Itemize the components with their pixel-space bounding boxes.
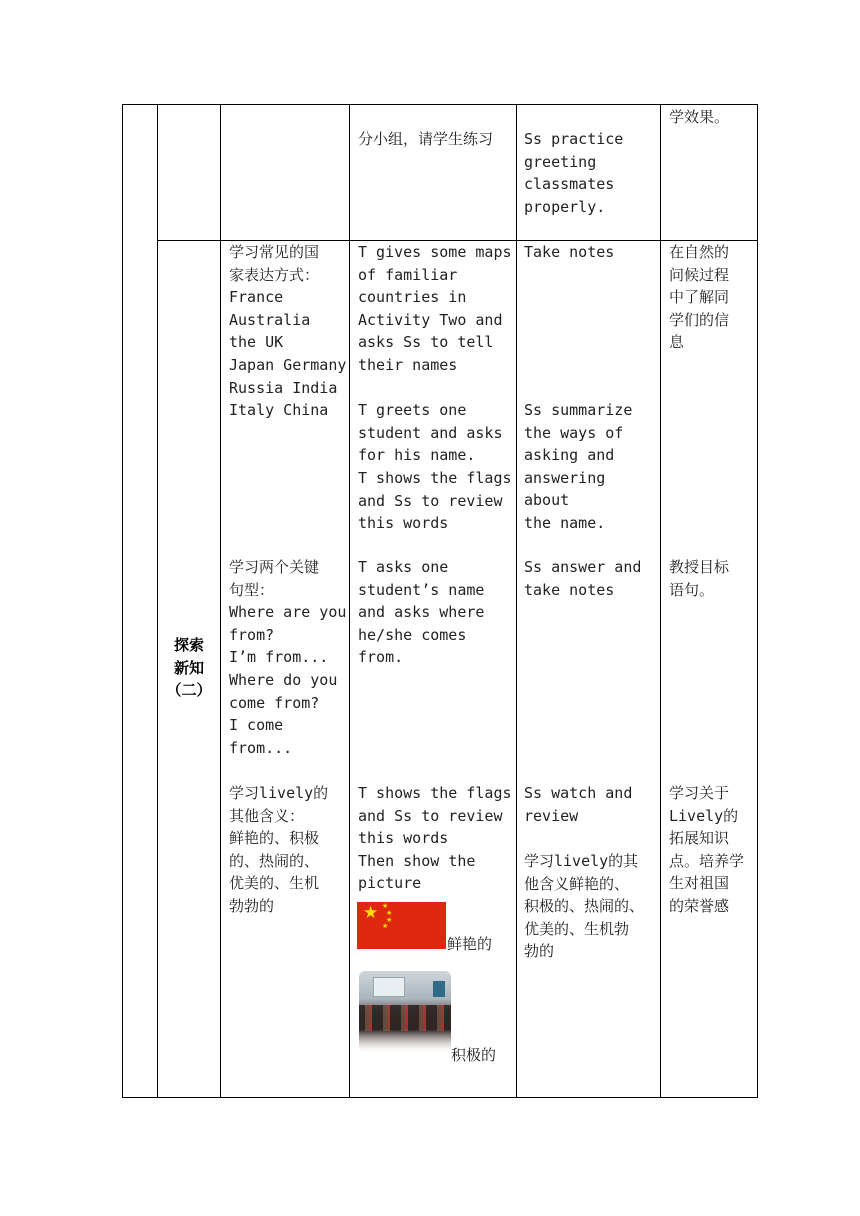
design-intent-text: 学效果。 bbox=[669, 108, 730, 126]
flag-small-star-icon: ★ bbox=[382, 922, 389, 930]
flag-caption: 鲜艳的 bbox=[447, 935, 493, 953]
table-left-border bbox=[122, 104, 123, 1098]
teacher-activity-text: T gives some maps of familiar countries in Activity Two and asks Ss to tell their names T greets one student and asks for his name. T shows the flags and Ss to review this words bbox=[358, 243, 512, 533]
student-activity-text: Ss practice greeting classmates properly. bbox=[524, 130, 624, 216]
photo-fade bbox=[359, 1029, 451, 1051]
column-divider bbox=[349, 104, 350, 1098]
stage-label: 探索 新知 （二） bbox=[166, 636, 212, 700]
content-text: 学习常见的国 家表达方式： France Australia the UK Japan Germany Russia India Italy China bbox=[229, 243, 347, 420]
flag-small-star-icon: ★ bbox=[386, 909, 393, 917]
classroom-photo bbox=[359, 971, 451, 1051]
teacher-activity-text: 分小组，请学生练习 bbox=[358, 130, 494, 148]
column-divider bbox=[660, 104, 661, 1098]
table-top-border bbox=[122, 104, 758, 105]
photo-screen bbox=[433, 981, 445, 997]
design-intent-text: 学习关于 Lively的 拓展知识 点。培养学 生对祖国 的荣誉感 bbox=[669, 784, 745, 915]
column-divider bbox=[516, 104, 517, 1098]
flag-large-star-icon: ★ bbox=[363, 903, 379, 923]
content-text: 学习两个关键 句型： Where are you from? I’m from... Where do you come from? I come from... bbox=[229, 558, 347, 757]
column-divider bbox=[157, 104, 158, 1098]
design-intent-text: 在自然的 问候过程 中了解同 学们的信 息 bbox=[669, 243, 730, 352]
teacher-activity-text: T asks one student’s name and asks where he/she comes from. bbox=[358, 558, 485, 667]
photo-whiteboard bbox=[373, 977, 405, 997]
flag-small-star-icon: ★ bbox=[386, 916, 393, 924]
china-flag-image bbox=[357, 902, 446, 949]
content-text: 学习lively的 其他含义： 鲜艳的、积极 的、热闹的、 优美的、生机 勃勃的 bbox=[229, 784, 329, 915]
student-activity-text: Take notes bbox=[524, 243, 615, 261]
student-activity-text: Ss watch and review bbox=[524, 784, 633, 825]
photo-caption: 积极的 bbox=[451, 1046, 497, 1064]
flag-small-star-icon: ★ bbox=[382, 902, 389, 910]
column-divider bbox=[220, 104, 221, 1098]
student-activity-text: 学习lively的其 他含义鲜艳的、 积极的、热闹的、 优美的、生机勃 勃的 bbox=[524, 852, 645, 961]
design-intent-text: 教授目标 语句。 bbox=[669, 558, 730, 599]
student-activity-text: Ss summarize the ways of asking and answering about the name. bbox=[524, 401, 633, 532]
teacher-activity-text: T shows the flags and Ss to review this words Then show the picture bbox=[358, 784, 512, 893]
photo-students bbox=[359, 1005, 451, 1031]
table-right-border bbox=[757, 104, 758, 1098]
student-activity-text: Ss answer and take notes bbox=[524, 558, 642, 599]
table-bottom-border bbox=[122, 1097, 758, 1098]
